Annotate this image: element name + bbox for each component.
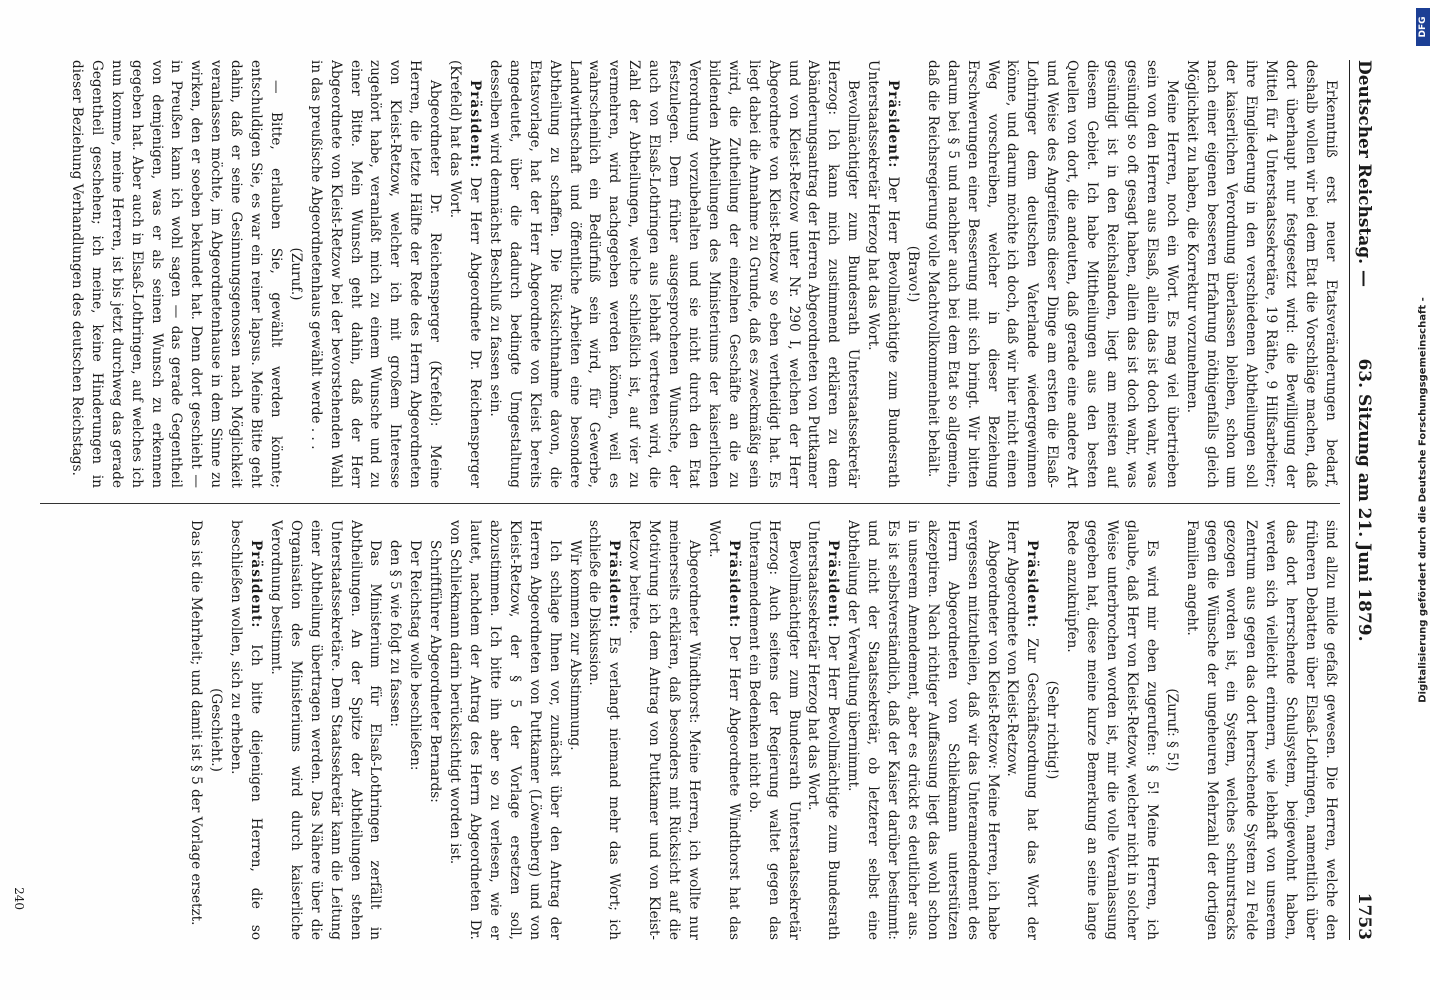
speaker-paragraph bbox=[703, 520, 743, 940]
interjection: (Zuruf.) bbox=[287, 247, 304, 301]
speaker-paragraph bbox=[584, 520, 624, 940]
paragraph: Abgeordneter von Kleist-Retzow: Meine Herren, ich habe vergessen mitzutheilen, daß wir das Unteramendement des Herrn Abgeordneten von Schliekmann unterstützen akzeptiren. Nach richtiger Auffassung liegt das wohl schon in unserem Amendement, aber es drückt es deutlicher aus. Es ist selbstverständlich, daß der Kaiser darüber bestimmt: und nicht der Staatssekretär, ob letzterer selbst eine Abtheilung der Verwaltung übernimmt. bbox=[845, 520, 1001, 940]
speaker-label: Präsident: bbox=[825, 540, 842, 629]
credit-text: Digitalisierung gefördert durch die Deutsche Forschungsgemeinschaft - bbox=[1417, 297, 1429, 703]
column-divider bbox=[40, 503, 1340, 504]
left-column bbox=[40, 60, 1340, 488]
dfg-logo-text: DFG bbox=[1418, 16, 1428, 38]
speech-text: Der Herr Bevollmächtigte zum Bundesrath Unterstaatssekretär Herzog hat das Wort. bbox=[805, 520, 842, 940]
digitization-credit bbox=[1414, 0, 1432, 1000]
speaker-paragraph bbox=[1002, 520, 1042, 940]
speech-text: Der Herr Abgeordnete Windthorst hat das Wort. bbox=[705, 520, 742, 940]
page-number: 1753 bbox=[1354, 892, 1374, 940]
paragraph: den § 5 wie folgt zu fassen: bbox=[387, 540, 404, 728]
paragraph: Abgeordneter Windthorst: Meine Herren, ich wollte nur meinerseits erklären, daß besonders mit Rücksicht auf die Motivirung ich dem Antrag von Puttkamer und von Kleist-Retzow beitrete. bbox=[626, 520, 702, 940]
paragraph: Abgeordneter Dr. Reichensperger (Krefeld): Meine Herren, die letzte Hälfte der Rede des Herrn Abgeordneten von Kleist-Retzow, welcher ich mit großem Interesse zugehört habe, veranlaßt mich zu einem Wunsche und zu einer Bitte. Mein Wunsch geht dahin, daß der Herr Abgeordnete von Kleist-Retzow bei der bevorstehenden Wahl in das preußische Abgeordnetenhaus gewählt werde . . . bbox=[307, 60, 444, 488]
speaker-paragraph bbox=[803, 520, 843, 940]
paragraph: Ich schlage Ihnen vor, zunächst über den Antrag der Herren Abgeordneten von Puttkamer (Löwenberg) und von Kleist-Retzow, der § 5 der Vorlage ersetzen soll, abzustimmen. Ich bitte ihn aber so zu verlesen, wie er lautet, nachdem der Antrag des Herrn Abgeordneten Dr. von Schliekmann darin berücksichtigt worden ist. bbox=[447, 520, 563, 940]
paragraph: Es wird mir eben zugerufen: § 5! Meine Herren, ich glaube, daß Herr von Kleist-Retzow, welcher nicht in solcher Weise unterbrochen worden ist, mir die volle Veranlassung gegeben hat, diese meine kurze Bemerkung an seine lange Rede anzuknüpfen. bbox=[1064, 520, 1160, 940]
speech-text: Zur Geschäftsordnung hat das Wort der Herr Abgeordnete von Kleist-Retzow. bbox=[1004, 520, 1041, 940]
signature-number: 240 bbox=[12, 887, 26, 910]
paragraph: — Bitte, erlauben Sie, gewählt werden könnte; entschuldigen Sie, es war ein reiner lapsus. Meine Bitte geht dahin, daß er seine Gesinnungsgenossen nach Möglichkeit veranlassen möchte, im Abgeordnetenhause in dem Sinne zu wirken, den er soeben bekundet hat. Denn dort geschieht — in Preußen kann ich wohl sagen — das gerade Gegentheil von demjenigen, was er als seinen Wunsch zu erkennen gegeben hat. Aber auch in Elsaß-Lothringen, auf welches ich nun komme, meine Herren, ist bis jetzt durchweg das gerade Gegentheil geschehen; ich meine, keine Hinderungen in dieser Beziehung Verhandlungen des deutschen Reichstags. bbox=[68, 60, 284, 488]
speaker-label: Präsident: bbox=[606, 540, 623, 629]
right-column bbox=[40, 520, 1340, 940]
interjection: (Bravo!) bbox=[904, 245, 921, 303]
speaker-paragraph bbox=[444, 60, 484, 488]
paragraph: Bevollmächtigter zum Bundesrath Unterstaatssekretär Herzog: Auch seitens der Regierung waltet gegen das Unteramendement ein Bedenken nicht ob. bbox=[745, 520, 802, 940]
speaker-label: Präsident: bbox=[467, 80, 484, 169]
paragraph: Das Ministerium für Elsaß-Lothringen zerfällt in Abtheilungen. An der Spitze der Abtheilungen stehen Unterstaatssekretäre. Dem Staatssekretär kann die Leitung einer Abtheilung übertragen werden. Das Nähere über die Organisation des Ministeriums wird durch kaiserliche Verordnung bestimmt. bbox=[267, 520, 384, 940]
paragraph: Das ist die Mehrheit; und damit ist § 5 der Vorlage ersetzt. bbox=[188, 520, 205, 926]
speaker-paragraph bbox=[862, 60, 902, 488]
page-header bbox=[1349, 60, 1376, 940]
dfg-logo bbox=[1416, 8, 1430, 46]
interjection: (Sehr richtig!) bbox=[1044, 680, 1061, 780]
speech-text: Der Herr Bevollmächtigte zum Bundesrath Unterstaatssekretär Herzog hat das Wort. bbox=[865, 60, 902, 488]
interjection: (Zuruf: § 5!) bbox=[1163, 688, 1180, 772]
interjection: (Geschieht.) bbox=[208, 688, 225, 772]
paragraph: Wir kommen zur Abstimmung. bbox=[566, 540, 583, 751]
paragraph: Der Reichstag wolle beschließen: bbox=[407, 540, 424, 771]
header-left: Deutscher Reichstag. — bbox=[1354, 60, 1374, 288]
speech-text: Es verlangt niemand mehr das Wort; ich schließe die Diskussion. bbox=[586, 520, 623, 940]
speech-text: Der Herr Abgeordnete Dr. Reichensperger (Krefeld) hat das Wort. bbox=[447, 60, 484, 488]
speech-text: Ich bitte diejenigen Herren, die so beschließen wollen, sich zu erheben. bbox=[228, 520, 265, 940]
speaker-paragraph bbox=[225, 520, 265, 940]
paragraph: Meine Herren, noch ein Wort. Es mag viel übertrieben sein von den Herren aus Elsaß, allein das ist doch wahr, was gesündigt so oft gesagt haben, allein das ist doch wahr, was gesündigt ist in den Reichslanden, liegt am meisten auf diesem Gebiet. Ich habe Mittheilungen aus den besten Quellen von dort, die andeuten, daß gerade eine andere Art und Weise des Angreifens dieser Dinge am ersten die Elsaß-Lothringer dem deutschen Vaterlande wiedergewinnen könne, und darum möchte ich doch, daß wir hier nicht einen Weg vorschreiben, welcher in dieser Beziehung Erschwerungen einer Besserung mit sich bringt. Wir bitten darum bei § 5 und nachher auch bei dem Etat so allgemein, daß die Reichsregierung volle Machtvollkommenheit behält. bbox=[924, 60, 1180, 488]
header-title: 63. Sitzung am 21. Juni 1879. bbox=[1354, 358, 1374, 642]
paragraph: Erkenntniß erst neuer Etatsveränderungen bedarf, deshalb wollen wir bei dem Etat die Vorschläge machen, daß dort überhaupt nur festgesetzt wird: die Bewilligung der Mittel für 4 Unterstaatssekretäre, 19 Räthe, 9 Hilfsarbeiter; ihre Eingliederung in den verschiedenen Abtheilungen soll der kaiserlichen Verordnung überlassen bleiben, schon um nach einer eigenen besseren Erfahrung nöthigenfalls gleich Möglichkeit zu haben, die Korrektur vorzunehmen. bbox=[1183, 60, 1339, 488]
paragraph: sind allzu milde gefaßt gewesen. Die Herren, welche den früheren Debatten über Elsaß-Lothringen, namentlich über das dort herrschende Schulsystem, beigewohnt haben, werden sich vielleicht erinnern, wie lebhaft von unserem Zentrum aus gegen das dort herrschende System zu Felde gezogen worden ist, ein System, welches schnurstracks gegen die Wünsche der ungeheuren Mehrzahl der dortigen Familien angeht. bbox=[1183, 520, 1339, 940]
paragraph: Bevollmächtigter zum Bundesrath Unterstaatssekretär Herzog: Ich kann mich zustimmend erklären zu dem Abänderungsantrag der Herren Abgeordneten von Puttkamer und von Kleist-Retzow unter Nr. 290 I, welchen der Herr Abgeordnete von Kleist-Retzow so eben vertheidigt hat. Es liegt dabei die Annahme zu Grunde, daß es zweckmäßig sein wird, die Zutheilung der einzelnen Geschäfte an die zu bildenden Abtheilungen des Ministeriums der kaiserlichen Verordnung vorzubehalten und sie nicht durch den Etat festzulegen. Dem früher ausgesprochenen Wunsche, der auch von Elsaß-Lothringen aus lebhaft vertreten wird, die Zahl der Abtheilungen, welche schließlich ist, auf vier zu vermehren, wird nachgegeben werden können, weil es wahrscheinlich ein Bedürfniß sein wird, für Gewerbe, Landwirthschaft und öffentliche Arbeiten eine besondere Abtheilung zu schaffen. Die Rücksichtnahme davon, die Etatsvorlage, hat der Herr Abgeordnete von Kleist bereits angedeutet, über die dadurch bedingte Umgestaltung desselben wird demnächst Beschluß zu fassen sein. bbox=[486, 60, 862, 488]
speaker-label: Präsident: bbox=[248, 540, 265, 629]
speaker-label: Präsident: bbox=[1024, 540, 1041, 629]
speaker-label: Präsident: bbox=[885, 80, 902, 169]
speaker-label: Präsident: bbox=[725, 540, 742, 629]
paragraph: Schriftführer Abgeordneter Bernards: bbox=[427, 540, 444, 803]
